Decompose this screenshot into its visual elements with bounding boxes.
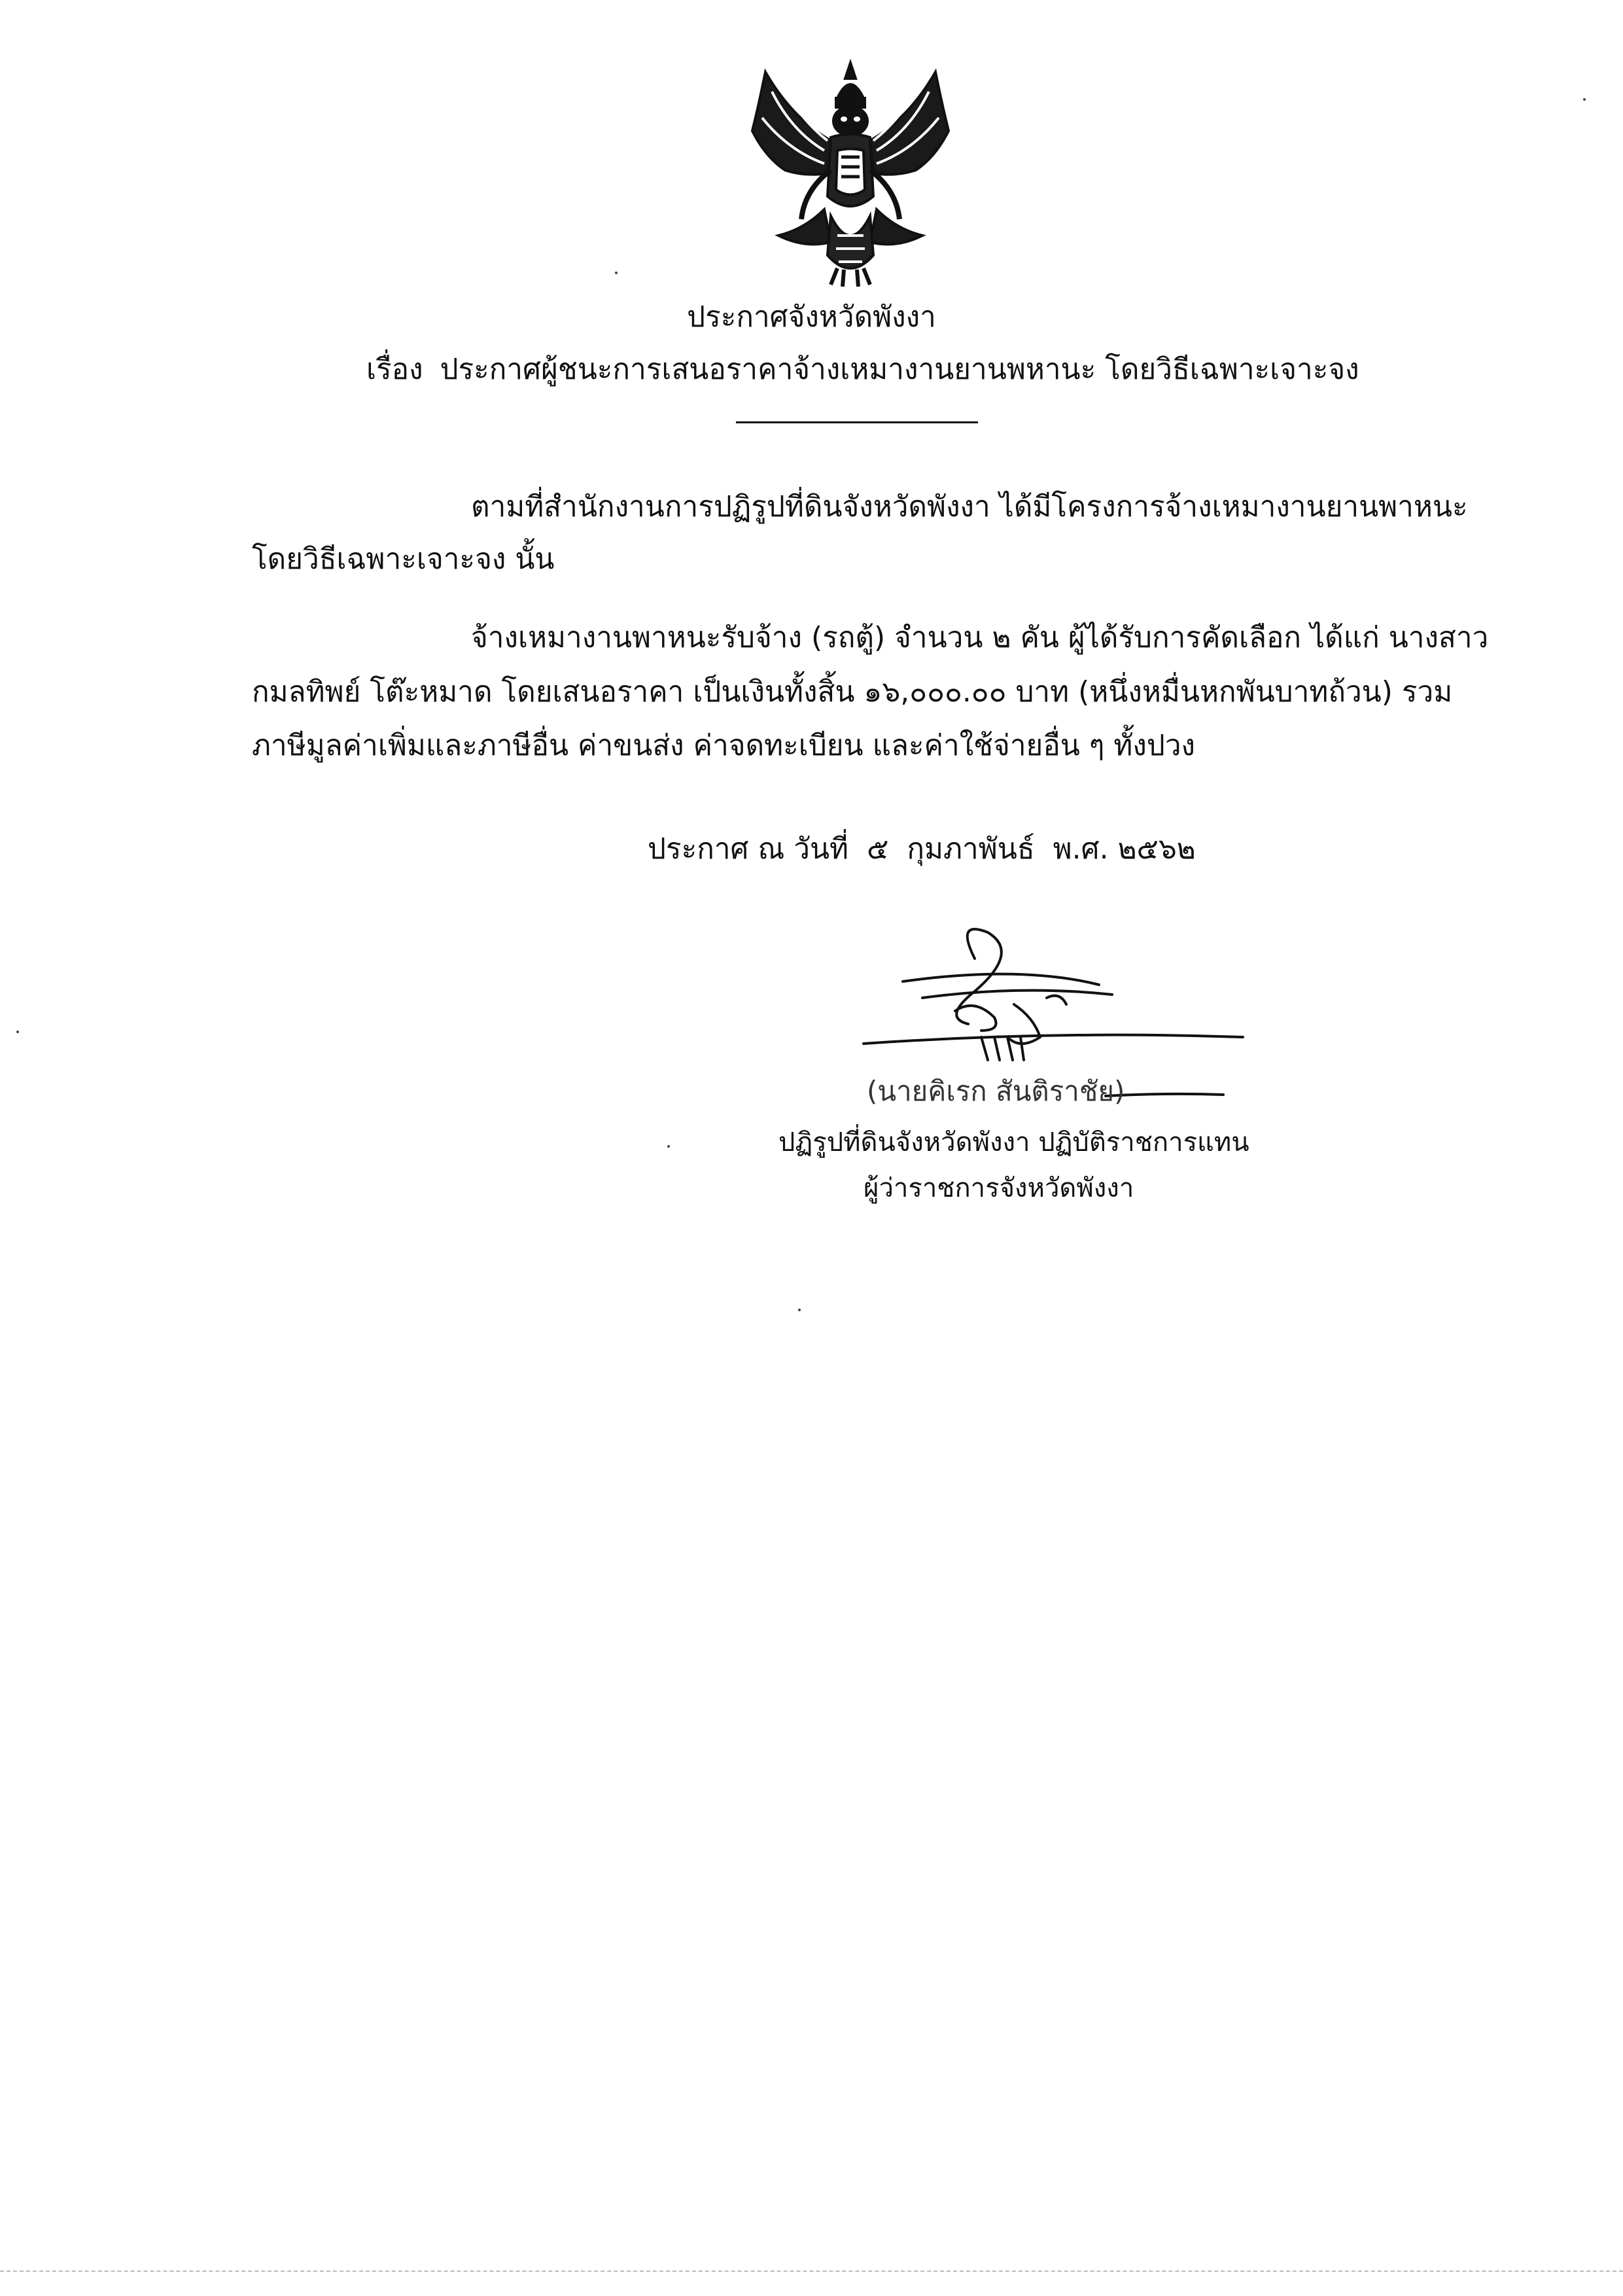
scan-speck bbox=[798, 1309, 801, 1311]
paragraph-1-line-1: ตามที่สำนักงานการปฏิรูปที่ดินจังหวัดพังงา ได้มีโครงการจ้างเหมางานยานพาหนะ bbox=[471, 490, 1468, 523]
announcement-title: ประกาศจังหวัดพังงา bbox=[687, 300, 936, 334]
subject-text: ประกาศผู้ชนะการเสนอราคาจ้างเหมางานยานพหานะ โดยวิธีเฉพาะเจาะจง bbox=[440, 353, 1359, 386]
announcement-subject bbox=[366, 350, 1359, 389]
scan-speck bbox=[615, 272, 618, 274]
scan-speck bbox=[16, 1031, 19, 1033]
signatory-name: (นายคิเรก สันติราชัย) bbox=[867, 1075, 1125, 1107]
date-year: พ.ศ. ๒๕๖๒ bbox=[1053, 832, 1196, 866]
scan-speck bbox=[1583, 98, 1586, 101]
date-month: กุมภาพันธ์ bbox=[907, 832, 1035, 866]
date-prefix: ประกาศ ณ วันที่ bbox=[648, 832, 849, 866]
garuda-emblem-icon bbox=[739, 59, 962, 288]
signatory-position-line-1: ปฏิรูปที่ดินจังหวัดพังงา ปฏิบัติราชการแทน bbox=[778, 1127, 1249, 1157]
paragraph-1-line-2: โดยวิธีเฉพาะเจาะจง นั้น bbox=[252, 542, 555, 576]
title-divider bbox=[736, 421, 978, 423]
paragraph-2-line-3: ภาษีมูลค่าเพิ่มและภาษีอื่น ค่าขนส่ง ค่าจดทะเบียน และค่าใช้จ่ายอื่น ๆ ทั้งปวง bbox=[252, 729, 1196, 762]
scan-edge-line bbox=[0, 2270, 1623, 2272]
subject-label: เรื่อง bbox=[366, 353, 423, 386]
paragraph-2-line-2: กมลทิพย์ โต๊ะหมาด โดยเสนอราคา เป็นเงินทั้งสิ้น ๑๖,๐๐๐.๐๐ บาท (หนึ่งหมื่นหกพันบาทถ้วน) รวม bbox=[252, 675, 1453, 709]
scan-speck bbox=[667, 1145, 670, 1148]
signatory-position-line-2: ผู้ว่าราชการจังหวัดพังงา bbox=[864, 1173, 1134, 1203]
announcement-date bbox=[648, 830, 1196, 869]
date-day: ๕ bbox=[867, 832, 889, 866]
paragraph-2-line-1: จ้างเหมางานพาหนะรับจ้าง (รถตู้) จำนวน ๒ คัน ผู้ได้รับการคัดเลือก ได้แก่ นางสาว bbox=[471, 621, 1489, 654]
